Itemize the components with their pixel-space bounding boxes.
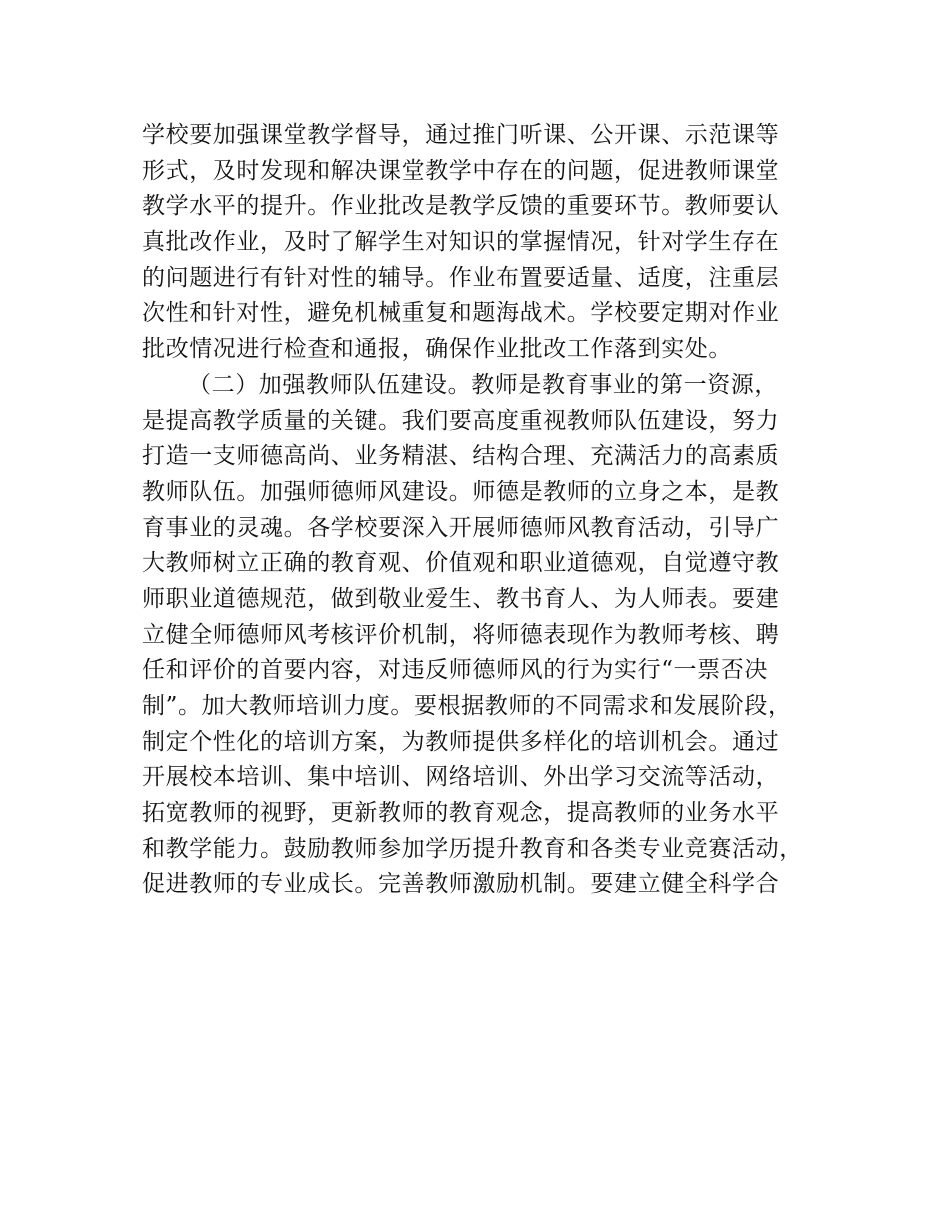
text-line: 促进教师的专业成长。完善教师激励机制。要建立健全科学合 bbox=[142, 871, 780, 898]
text-line: 真批改作业，及时了解学生对知识的掌握情况，针对学生存在 bbox=[142, 229, 780, 256]
text-line: 批改情况进行检查和通报，确保作业批改工作落到实处。 bbox=[142, 336, 732, 363]
text-line: 次性和针对性，避免机械重复和题海战术。学校要定期对作业 bbox=[142, 300, 780, 327]
text-line: 教师队伍。加强师德师风建设。师德是教师的立身之本，是教 bbox=[142, 478, 780, 505]
text-line: 打造一支师德高尚、业务精湛、结构合理、充满活力的高素质 bbox=[142, 443, 780, 470]
text-line: 教学水平的提升。作业批改是教学反馈的重要环节。教师要认 bbox=[142, 193, 780, 220]
text-line: 学校要加强课堂教学督导，通过推门听课、公开课、示范课等 bbox=[142, 122, 780, 148]
text-line: 任和评价的首要内容，对违反师德师风的行为实行“一票否决 bbox=[142, 657, 768, 684]
text-line: 制定个性化的培训方案，为教师提供多样化的培训机会。通过 bbox=[142, 728, 780, 755]
text-line: 开展校本培训、集中培训、网络培训、外出学习交流等活动， bbox=[142, 764, 780, 791]
text-line: 形式，及时发现和解决课堂教学中存在的问题，促进教师课堂 bbox=[142, 157, 780, 184]
text-line: 的问题进行有针对性的辅导。作业布置要适量、适度，注重层 bbox=[142, 264, 780, 291]
text-line: 和教学能力。鼓励教师参加学历提升教育和各类专业竞赛活动， bbox=[142, 835, 803, 862]
body-text bbox=[142, 118, 822, 903]
text-line: 育事业的灵魂。各学校要深入开展师德师风教育活动，引导广 bbox=[142, 514, 780, 541]
text-line: 是提高教学质量的关键。我们要高度重视教师队伍建设，努力 bbox=[142, 407, 780, 434]
text-line: 立健全师德师风考核评价机制，将师德表现作为教师考核、聘 bbox=[142, 621, 780, 648]
text-line: 师职业道德规范，做到敬业爱生、教书育人、为人师表。要建 bbox=[142, 585, 780, 612]
text-line: 拓宽教师的视野，更新教师的教育观念，提高教师的业务水平 bbox=[142, 800, 780, 827]
text-line: 制”。加大教师培训力度。要根据教师的不同需求和发展阶段， bbox=[142, 693, 792, 719]
text-line: 大教师树立正确的教育观、价值观和职业道德观，自觉遵守教 bbox=[142, 550, 780, 577]
section-heading-line: （二）加强教师队伍建设。教师是教育事业的第一资源， bbox=[188, 371, 778, 398]
